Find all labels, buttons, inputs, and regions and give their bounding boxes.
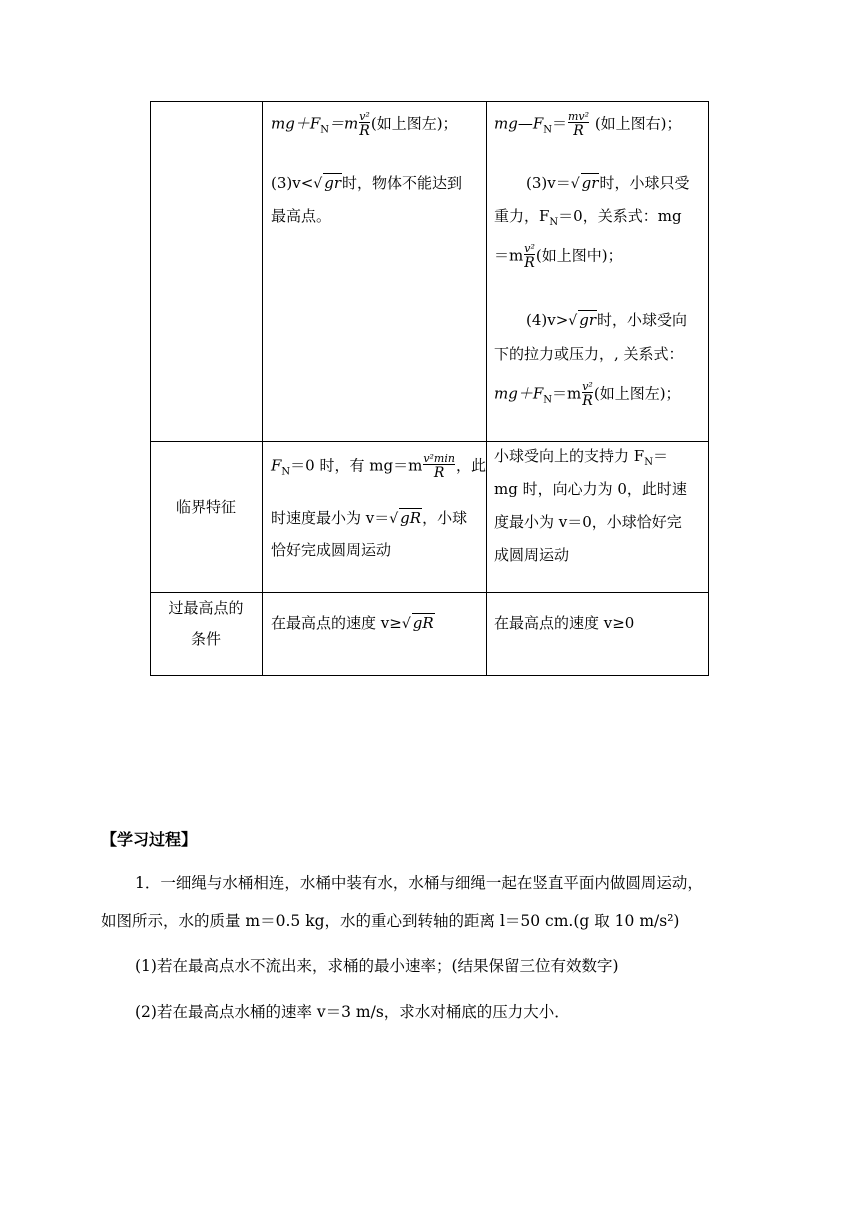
row2-left-line3: 恰好完成圆周运动 bbox=[271, 541, 392, 559]
section-heading: 【学习过程】 bbox=[101, 830, 198, 849]
table-border-bottom bbox=[150, 675, 709, 676]
row2-left-line1: $F_N=0$ 时，有 mg＝m $\frac{\text{v²min}}{R}$ ，此 bbox=[271, 452, 486, 481]
table-divider-2 bbox=[486, 101, 487, 676]
row2-right-line2: mg 时，向心力为 0，此时速 bbox=[494, 480, 687, 498]
row3-header-line2: 条件 bbox=[190, 630, 221, 648]
row1-left-line3: 最高点。 bbox=[271, 207, 332, 225]
row1-right-line7: $mg+F_N=m$ $\frac{\text{v²}}{R}$ (如上图左)； bbox=[494, 380, 681, 409]
row1-left-line1: $mg+F_N=m$ $\frac{\text{v²}}{R}$ (如上图左)； bbox=[271, 110, 458, 139]
row1-left-line2: (3)v<√ gr时，物体不能达到 bbox=[271, 174, 463, 192]
table-border-left bbox=[150, 101, 151, 676]
row1-right-line5: (4)v>√ gr时，小球受向 bbox=[526, 311, 688, 329]
row1-right-line2: (3)v＝√ gr时，小球只受 bbox=[526, 174, 690, 192]
row1-right-line3: 重力，$F_N=0$，关系式：mg bbox=[494, 207, 682, 228]
row2-left-line2: 时速度最小为 v＝√ gR，小球 bbox=[271, 509, 468, 527]
table-row-divider-1 bbox=[150, 441, 709, 442]
question-2: (2)若在最高点水桶的速率 v＝3 m/s，求水对桶底的压力大小． bbox=[135, 1003, 570, 1021]
table-border-top bbox=[150, 101, 709, 102]
row2-header: 临界特征 bbox=[175, 498, 236, 516]
row3-right-cell: 在最高点的速度 v≥0 bbox=[494, 614, 635, 632]
table-divider-1 bbox=[262, 101, 263, 676]
row1-right-line1: $mg—F_N=$ $\frac{\text{mv²}}{R}$ (如上图右)； bbox=[494, 110, 682, 139]
table-row-divider-2 bbox=[150, 592, 709, 593]
row3-left-cell: 在最高点的速度 v≥√ gR bbox=[271, 614, 434, 632]
row1-right-line6: 下的拉力或压力，, 关系式： bbox=[494, 345, 684, 363]
table-border-right bbox=[708, 101, 709, 676]
question-1: (1)若在最高点水不流出来，求桶的最小速率；(结果保留三位有效数字) bbox=[135, 957, 619, 975]
problem-text-line2: 如图所示，水的质量 m＝0.5 kg，水的重心到转轴的距离 l＝50 cm.(g 取 10 m/s²) bbox=[101, 912, 680, 930]
row1-right-line4: ＝m $\frac{\text{v²}}{R}$ (如上图中)； bbox=[494, 242, 623, 271]
comparison-table bbox=[150, 101, 709, 676]
row2-right-line3: 度最小为 v＝0，小球恰好完 bbox=[494, 513, 682, 531]
row2-right-line1: 小球受向上的支持力 $F_N=$ bbox=[494, 447, 668, 468]
row3-header-line1: 过最高点的 bbox=[168, 599, 244, 617]
problem-text-line1: 1．一细绳与水桶相连，水桶中装有水，水桶与细绳一起在竖直平面内做圆周运动， bbox=[135, 874, 703, 892]
row2-right-line4: 成圆周运动 bbox=[494, 546, 570, 564]
